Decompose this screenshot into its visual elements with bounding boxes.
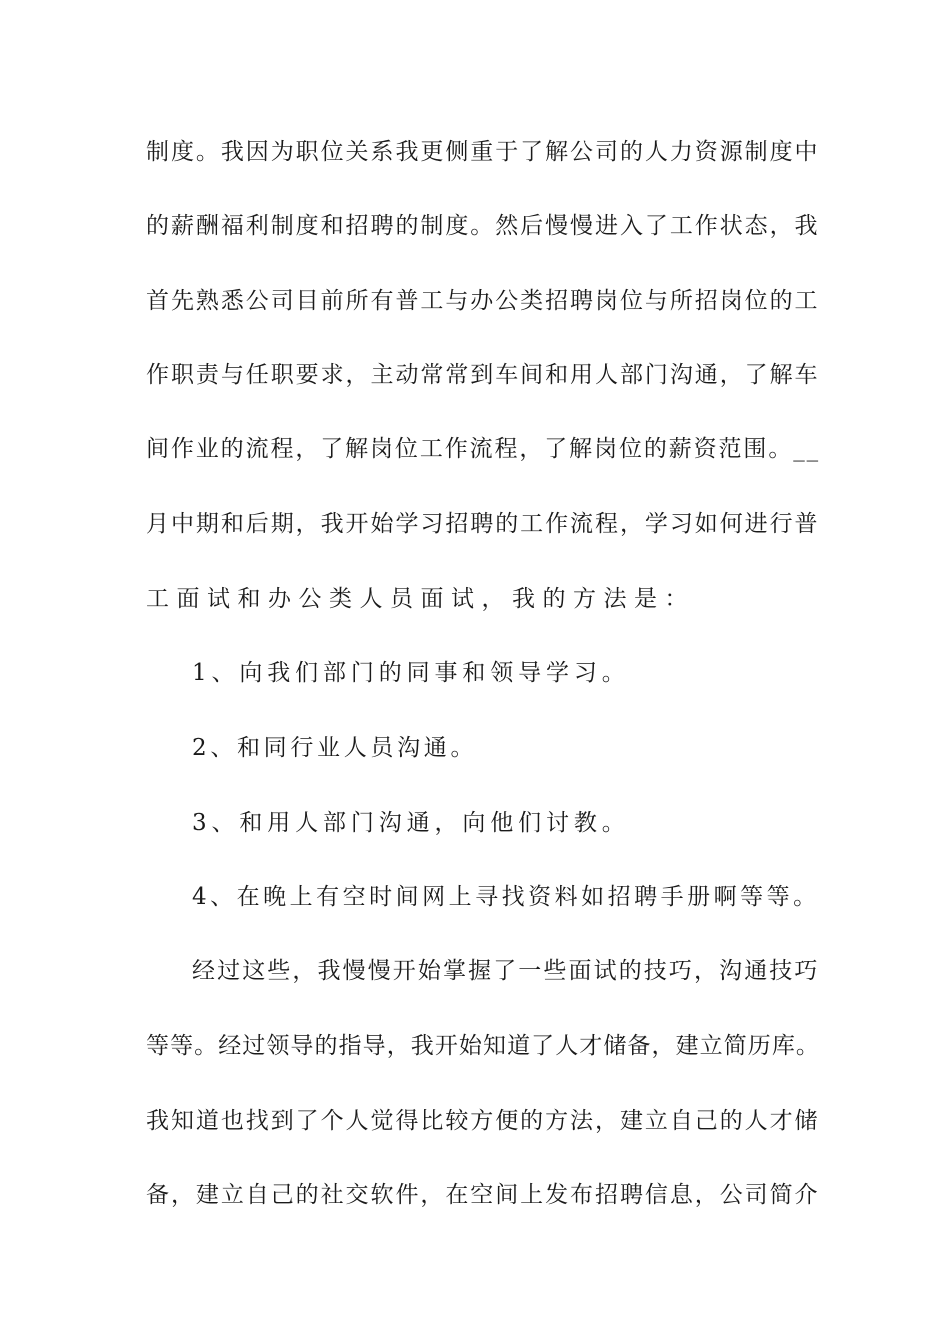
list-item-1: 1、向我们部门的同事和领导学习。 [192, 660, 630, 686]
paragraph-line-7: 工面试和办公类人员面试，我的方法是： [146, 586, 695, 612]
list-item-2: 2、和同行业人员沟通。 [192, 735, 478, 761]
paragraph-line-6: 月中期和后期，我开始学习招聘的工作流程，学习如何进行普 [146, 511, 820, 537]
paragraph-line-4: 作职责与任职要求，主动常常到车间和用人部门沟通，了解车 [146, 362, 820, 388]
paragraph-line-8: 经过这些，我慢慢开始掌握了一些面试的技巧，沟通技巧 [192, 958, 820, 984]
list-item-4: 4、在晚上有空时间网上寻找资料如招聘手册啊等等。 [192, 884, 820, 910]
paragraph-line-3: 首先熟悉公司目前所有普工与办公类招聘岗位与所招岗位的工 [146, 288, 820, 314]
paragraph-line-1: 制度。我因为职位关系我更侧重于了解公司的人力资源制度中 [146, 139, 820, 165]
paragraph-line-11: 备，建立自己的社交软件，在空间上发布招聘信息，公司简介 [146, 1182, 820, 1208]
paragraph-line-5: 间作业的流程，了解岗位工作流程，了解岗位的薪资范围。__ [146, 436, 820, 462]
paragraph-line-9: 等等。经过领导的指导，我开始知道了人才储备，建立简历库。 [146, 1033, 820, 1059]
paragraph-line-10: 我知道也找到了个人觉得比较方便的方法，建立自己的人才储 [146, 1108, 820, 1134]
list-item-3: 3、和用人部门沟通，向他们讨教。 [192, 810, 630, 836]
paragraph-line-2: 的薪酬福利制度和招聘的制度。然后慢慢进入了工作状态，我 [146, 213, 820, 239]
